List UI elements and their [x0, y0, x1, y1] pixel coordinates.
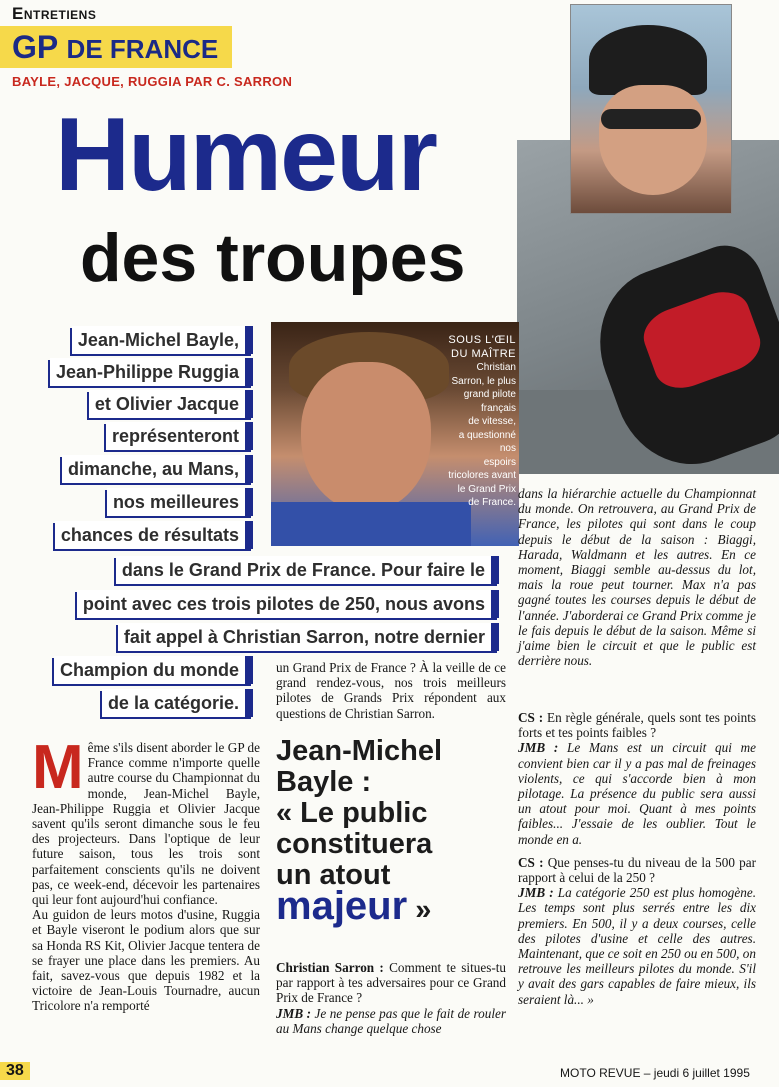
answer-text: Je ne pense pas que le fait de rouler au Mans change quelque chose — [276, 1005, 506, 1036]
interviewer-name: Christian Sarron : — [276, 960, 384, 975]
body-column-2-qa — [276, 960, 506, 1036]
caption-line: français — [480, 402, 516, 414]
intro-line: dimanche, au Mans, — [62, 455, 253, 483]
quote-line: constituera — [276, 828, 433, 860]
paragraph: Au guidon de leurs motos d'usine, Ruggia et Bayle viseront le podium alors que sur sa Honda RS Kit, Olivier Jacque tentera de se frayer une place dans les premiers. Au fait, savez-vous que depuis 1982 et la victoire de Jean-Louis Tournadre, aucun Tricolore n'a remporté — [32, 907, 260, 1014]
intro-line: nos meilleures — [107, 488, 253, 516]
intro-line: Jean-Philippe Ruggia — [50, 358, 253, 386]
drop-cap: M — [32, 733, 84, 802]
caption-line: de vitesse, — [468, 416, 516, 427]
pull-quote — [276, 736, 506, 926]
question-text: Que penses-tu du niveau de la 500 par rapport à celui de la 250 ? — [518, 854, 757, 886]
rubric-gp: GP — [12, 29, 58, 65]
intro-line: de la catégorie. — [102, 689, 253, 717]
caption-line: le Grand Prix — [457, 483, 516, 495]
section-label: Entretiens — [12, 4, 97, 23]
intro-line: chances de résultats — [55, 521, 253, 549]
caption-line: Christian — [476, 362, 516, 373]
photo-caption — [420, 334, 516, 510]
interviewer-name: CS : — [518, 854, 544, 870]
intro-line: Champion du monde — [54, 656, 253, 684]
answer-name: JMB : — [518, 740, 559, 756]
question-text: En règle générale, quels sont tes points forts et tes points faibles ? — [518, 710, 757, 741]
caption-line: Sarron, le plus — [451, 375, 516, 387]
answer-name: JMB : — [518, 885, 554, 901]
question-text: Comment te situes-tu par rapport à tes adversaires pour ce Grand Prix de France ? — [276, 960, 506, 1006]
quote-line: Jean-Michel — [276, 735, 442, 767]
quote-line: Bayle : — [276, 766, 372, 798]
caption-title-1: SOUS L'ŒIL — [448, 334, 516, 346]
headline-line1: Humeur — [55, 97, 436, 213]
body-column-2 — [276, 660, 506, 721]
headline-line2: des troupes — [80, 220, 466, 296]
intro-line: point avec ces trois pilotes de 250, nous avons — [77, 590, 499, 618]
paragraph: ême s'ils disent aborder le GP de France comme n'importe quelle autre course du Championnat du monde, Jean-Michel Bayle, Jean-Philippe Ruggia et Olivier Jacque savent qu'ils seront dimanche sous le feu des projecteurs. Dans l'optique de leur future saison, tous les trois sont parfaitement conscients qu'ils ne doivent pas, ce week-end, décevoir les partenaires qui leur font aujourd'hui confiance. — [32, 740, 260, 908]
caption-line: a questionné — [458, 429, 516, 441]
body-column-1 — [32, 733, 260, 1014]
intro-line: dans le Grand Prix de France. Pour faire le — [116, 556, 499, 584]
answer-text: La catégorie 250 est plus homogène. Les temps sont plus serrés entre les dix premiers. En 500, il y a deux courses, celle des pilotes d'usine et celle des autres. Maintenant, que ce soit en 250 ou en 500, on retrouve les meilleurs pilotes du monde. S'il y avait des gars capables de faire mieux, ils seraient là... » — [518, 885, 757, 1007]
quote-line: un atout — [276, 859, 391, 891]
intro-line: fait appel à Christian Sarron, notre dernier — [118, 623, 499, 651]
page-number: 38 — [0, 1062, 30, 1080]
answer-name: JMB : — [276, 1005, 311, 1021]
intro-line: représenteront — [106, 422, 253, 450]
quote-emphasis: majeur — [276, 884, 408, 928]
quote-line: « Le public — [276, 797, 428, 829]
caption-line: de France. — [468, 497, 516, 508]
intro-line: et Olivier Jacque — [89, 390, 253, 418]
byline: BAYLE, JACQUE, RUGGIA PAR C. SARRON — [12, 74, 293, 89]
answer-text: Le Mans est un circuit qui me convient bien car il y a pas mal de freinages violents, ce qui s'accorde bien à mon pilotage. La présence du public sera aussi un atout pour moi. Quant à mes points faibles... J'essaie de les oublier. Tout le monde en a. — [518, 740, 756, 847]
caption-line: tricolores avant — [448, 470, 516, 481]
magazine-footer: MOTO REVUE – jeudi 6 juillet 1995 — [560, 1066, 750, 1080]
caption-title-2: DU MAÎTRE — [451, 347, 516, 360]
caption-line: espoirs — [483, 456, 516, 468]
interviewer-name: CS : — [518, 710, 544, 725]
quote-close: » — [415, 894, 432, 926]
caption-line: grand pilote — [463, 389, 516, 400]
paragraph: un Grand Prix de France ? À la veille de ce grand rendez-vous, nos trois meilleurs pilotes de Grands Prix répondent aux questions de Christian Sarron. — [276, 660, 506, 721]
rubric-de-france: DE FRANCE — [66, 34, 219, 64]
caption-line: nos — [499, 443, 516, 454]
body-column-3-qa — [518, 710, 756, 1007]
rubric-title — [0, 26, 232, 68]
intro-line: Jean-Michel Bayle, — [72, 326, 253, 354]
rider-portrait-photo — [570, 4, 732, 214]
paragraph: dans la hiérarchie actuelle du Championnat du monde. On retrouvera, au Grand Prix de France, les pilotes qui sont dans le coup depuis le début de la saison : Biaggi, Harada, Waldmann et les autres. En ce moment, Biaggi semble au-dessus du lot, mais la roue peut tourner. Max n'a pas gagné toutes les courses depuis le début de l'année. J'aborderai ce Grand Prix comme je le fais depuis le début de la saison. Même si j'aime bien le circuit et que le public est derrière nous. — [518, 486, 756, 669]
body-column-3 — [518, 486, 756, 668]
